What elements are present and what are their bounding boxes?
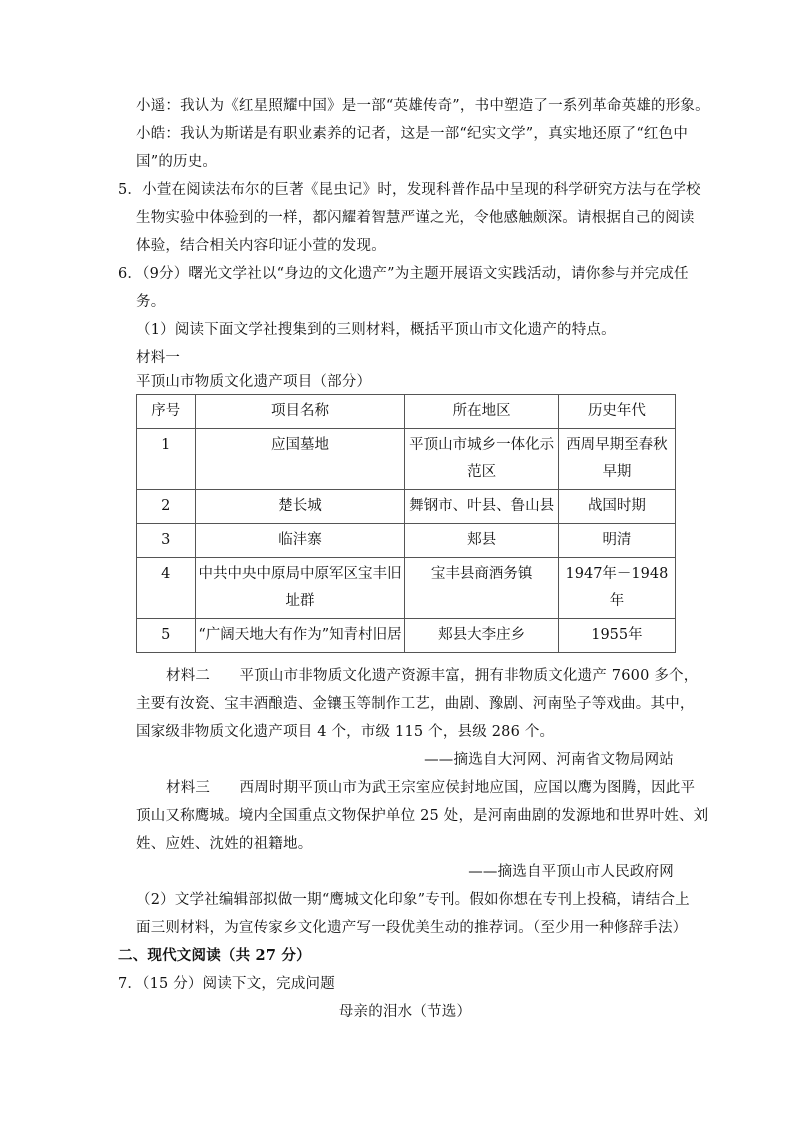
project-name: 中共中央中原局中原军区宝丰旧址群 — [195, 558, 405, 619]
table-header-row — [137, 395, 676, 429]
material-3-source: ——摘选自平顶山市人民政府网 — [468, 864, 674, 880]
question-6-part1: （1）阅读下面文学社搜集到的三则材料，概括平顶山市文化遗产的特点。 — [136, 322, 616, 338]
location: 舞钢市、叶县、鲁山县 — [405, 490, 558, 524]
row-number: 4 — [137, 558, 196, 619]
header-cell: 历史年代 — [558, 395, 675, 429]
project-name: 楚长城 — [195, 490, 405, 524]
question-5-line3: 体验，结合相关内容印证小萱的发现。 — [136, 238, 386, 254]
table-row — [137, 490, 676, 524]
row-number: 3 — [137, 524, 196, 558]
material-2-line2: 主要有汝瓷、宝丰酒酿造、金镶玉等制作工艺，曲剧、豫剧、河南坠子等戏曲。其中， — [136, 696, 695, 712]
question-6-line2: 务。 — [136, 294, 166, 310]
era: 1955年 — [558, 619, 675, 653]
question-6-line1: 6．（9分）曙光文学社以“身边的文化遗产”为主题开展语文实践活动，请你参与并完成任 — [118, 266, 689, 282]
row-number: 2 — [137, 490, 196, 524]
location: 宝丰县商酒务镇 — [405, 558, 558, 619]
table-row — [137, 524, 676, 558]
dialogue-xiaohao: 小皓：我认为斯诺是有职业素养的记者，这是一部“纪实文学”，真实地还原了“红色中 — [136, 126, 689, 142]
row-number: 1 — [137, 429, 196, 490]
location: 郏县 — [405, 524, 558, 558]
material-2-line1: 材料二 平顶山市非物质文化遗产资源丰富，拥有非物质文化遗产 7600 多个， — [166, 668, 699, 684]
dialogue-xiaohao-cont: 国”的历史。 — [136, 154, 218, 170]
location: 郏县大李庄乡 — [405, 619, 558, 653]
location: 平顶山市城乡一体化示范区 — [405, 429, 558, 490]
header-cell: 序号 — [137, 395, 196, 429]
material-3-line2: 顶山又称鹰城。境内全国重点文物保护单位 25 处，是河南曲剧的发源地和世界叶姓、刘 — [136, 808, 709, 824]
material-1-label: 材料一 — [136, 350, 181, 366]
table-title: 平顶山市物质文化遗产项目（部分） — [136, 374, 372, 390]
project-name: 临沣寨 — [195, 524, 405, 558]
row-number: 5 — [137, 619, 196, 653]
header-cell: 所在地区 — [405, 395, 558, 429]
project-name: “广阔天地大有作为”知青村旧居 — [195, 619, 405, 653]
project-name: 应国墓地 — [195, 429, 405, 490]
material-3-line1: 材料三 西周时期平顶山市为武王宗室应侯封地应国，应国以鹰为图腾，因此平 — [166, 780, 696, 796]
question-5-line2: 生物实验中体验到的一样，都闪耀着智慧严谨之光，令他感触颇深。请根据自己的阅读 — [136, 210, 695, 226]
section-2-heading: 二、现代文阅读（共 27 分） — [118, 947, 311, 964]
table-row — [137, 619, 676, 653]
era: 1947年－1948年 — [558, 558, 675, 619]
era: 战国时期 — [558, 490, 675, 524]
material-2-source: ——摘选自大河网、河南省文物局网站 — [424, 752, 674, 768]
question-7: 7．（15 分）阅读下文，完成问题 — [118, 976, 335, 992]
table-row — [137, 429, 676, 490]
heritage-table — [136, 394, 676, 653]
era: 明清 — [558, 524, 675, 558]
question-6-part2-line1: （2）文学社编辑部拟做一期“鹰城文化印象”专刊。假如你想在专刊上投稿，请结合上 — [136, 892, 690, 908]
question-5-line1: 5．小萱在阅读法布尔的巨著《昆虫记》时，发现科普作品中呈现的科学研究方法与在学校 — [118, 182, 701, 198]
article-title: 母亲的泪水（节选） — [338, 1004, 472, 1020]
era: 西周早期至春秋早期 — [558, 429, 675, 490]
material-2-line3: 国家级非物质文化遗产项目 4 个，市级 115 个，县级 286 个。 — [136, 724, 555, 740]
table-row — [137, 558, 676, 619]
header-cell: 项目名称 — [195, 395, 405, 429]
material-3-line3: 姓、应姓、沈姓的祖籍地。 — [136, 836, 313, 852]
dialogue-xiaoyao: 小遥：我认为《红星照耀中国》是一部“英雄传奇”，书中塑造了一系列革命英雄的形象。 — [136, 98, 710, 114]
question-6-part2-line2: 面三则材料，为宣传家乡文化遗产写一段优美生动的推荐词。（至少用一种修辞手法） — [136, 920, 688, 936]
